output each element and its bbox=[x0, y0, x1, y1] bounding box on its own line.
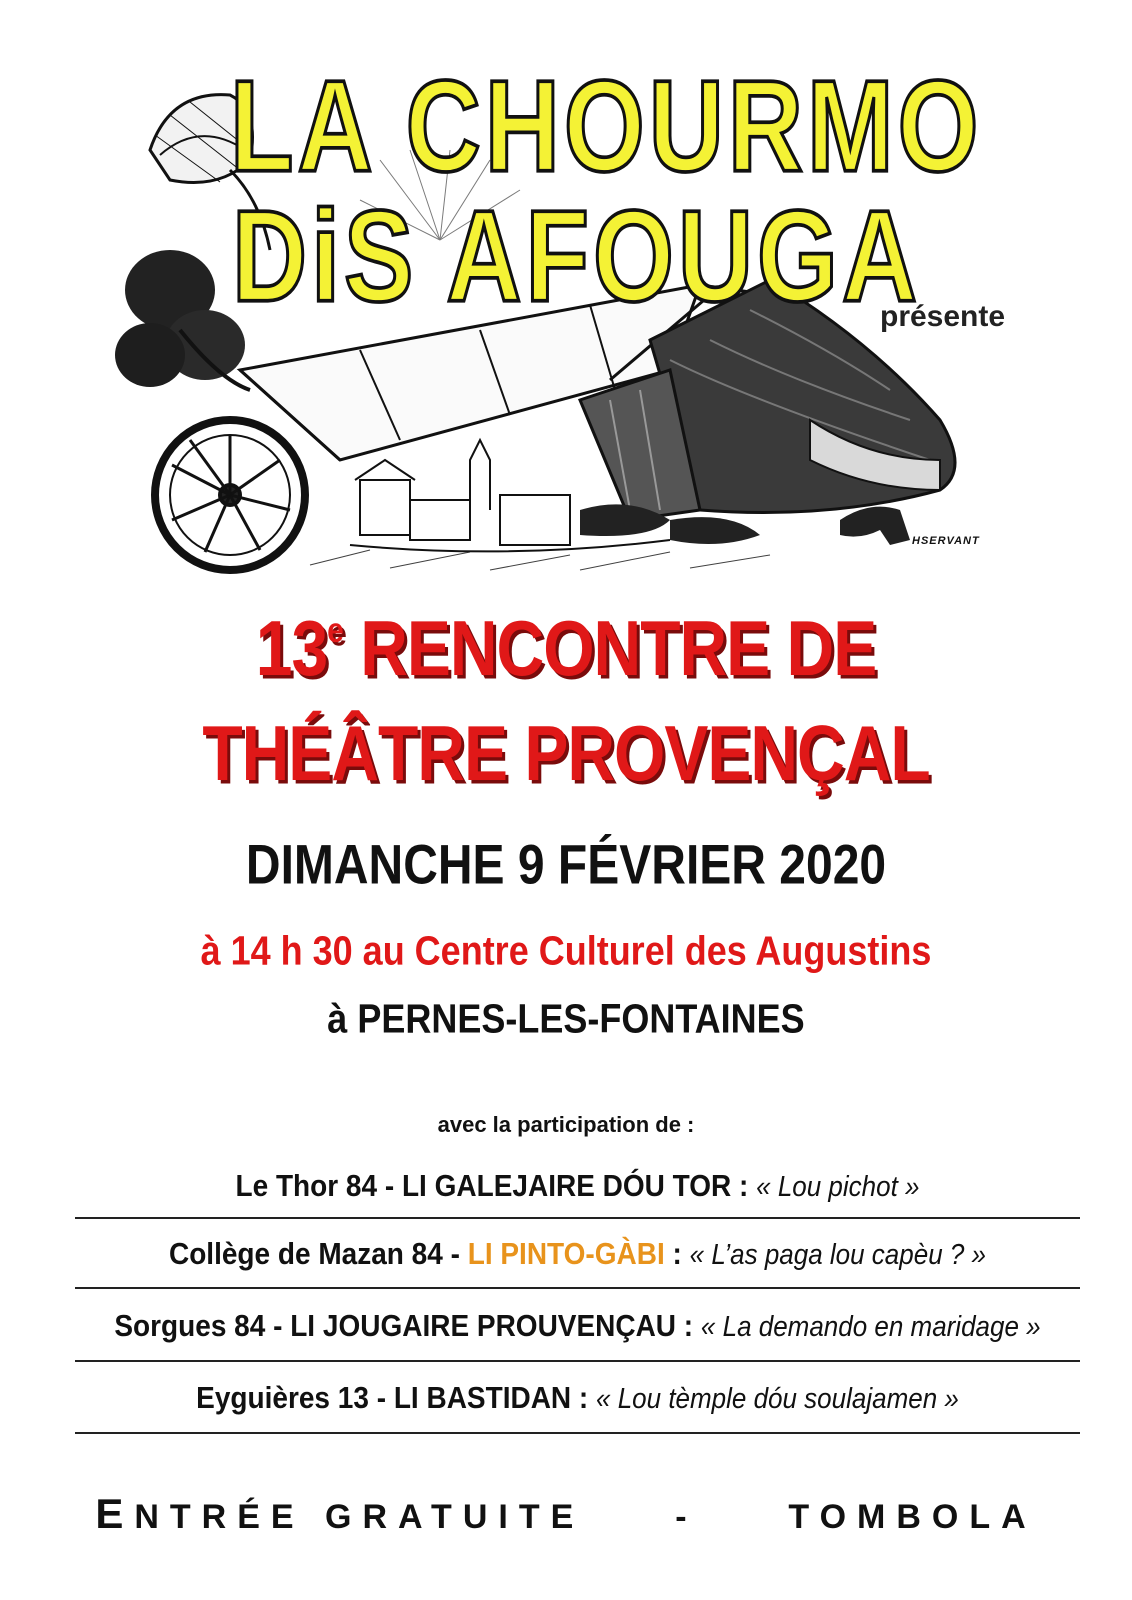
participant-row bbox=[75, 1380, 1080, 1415]
participant-play: « La demando en maridage » bbox=[700, 1309, 1041, 1343]
participant-sep: : bbox=[664, 1236, 690, 1271]
footer-banner bbox=[0, 1490, 1132, 1538]
participant-row bbox=[75, 1308, 1080, 1343]
participation-label: avec la participation de : bbox=[437, 1112, 695, 1137]
edition-suffix: e bbox=[327, 611, 343, 651]
edition-number: 13 bbox=[255, 604, 328, 692]
participant-troupe: LI GALEJAIRE DÓU TOR bbox=[401, 1168, 732, 1203]
tombola-text: TOMBOLA bbox=[788, 1498, 1037, 1536]
participant-sep: : bbox=[676, 1308, 701, 1343]
event-time-place: à 14 h 30 au Centre Culturel des Augustins bbox=[200, 927, 932, 974]
participant-play: « Lou tèmple dóu soulajamen » bbox=[596, 1381, 959, 1415]
logo-line-2: DiS AFOUGA bbox=[232, 184, 922, 330]
participant-origin: Eyguières 13 - bbox=[196, 1380, 394, 1415]
presente-label: présente bbox=[880, 300, 1006, 333]
event-city: à PERNES-LES-FONTAINES bbox=[327, 995, 805, 1042]
participation-label-wrap bbox=[0, 1112, 1132, 1138]
divider bbox=[75, 1287, 1080, 1289]
event-date-wrap bbox=[0, 835, 1132, 896]
logo-line-1: LA CHOURMO bbox=[230, 54, 983, 200]
participant-row bbox=[75, 1236, 1080, 1271]
event-date: DIMANCHE 9 FÉVRIER 2020 bbox=[245, 835, 887, 896]
participant-sep: : bbox=[571, 1380, 597, 1415]
entree-initial: E bbox=[95, 1490, 135, 1537]
participant-play: « Lou pichot » bbox=[756, 1169, 920, 1203]
entree-text: NTRÉE GRATUITE bbox=[134, 1498, 585, 1536]
participant-troupe: LI BASTIDAN bbox=[393, 1380, 572, 1415]
footer-dash: - bbox=[675, 1498, 698, 1536]
title-line-2-text: THÉÂTRE PROVENÇAL bbox=[202, 709, 930, 797]
event-title-line-1 bbox=[0, 604, 1132, 692]
divider bbox=[75, 1360, 1080, 1362]
divider bbox=[75, 1217, 1080, 1219]
divider bbox=[75, 1432, 1080, 1434]
event-city-wrap bbox=[0, 995, 1132, 1042]
artist-signature: HSERVANT bbox=[912, 535, 980, 547]
participant-origin: Collège de Mazan 84 - bbox=[168, 1236, 468, 1271]
participant-troupe: LI JOUGAIRE PROUVENÇAU bbox=[290, 1308, 677, 1343]
participant-play: « L’as paga lou capèu ? » bbox=[689, 1237, 987, 1271]
participant-sep: : bbox=[731, 1168, 757, 1203]
participant-troupe: LI PINTO-GÀBI bbox=[467, 1236, 665, 1271]
participant-origin: Sorgues 84 - bbox=[114, 1308, 291, 1343]
participant-row bbox=[75, 1168, 1080, 1203]
event-time-place-wrap bbox=[0, 927, 1132, 974]
clover-icon bbox=[115, 250, 250, 390]
wheel-icon bbox=[155, 420, 305, 570]
event-title-line-2 bbox=[0, 709, 1132, 797]
participant-origin: Le Thor 84 - bbox=[235, 1168, 402, 1203]
title-line-1-text: RENCONTRE DE bbox=[342, 604, 877, 692]
